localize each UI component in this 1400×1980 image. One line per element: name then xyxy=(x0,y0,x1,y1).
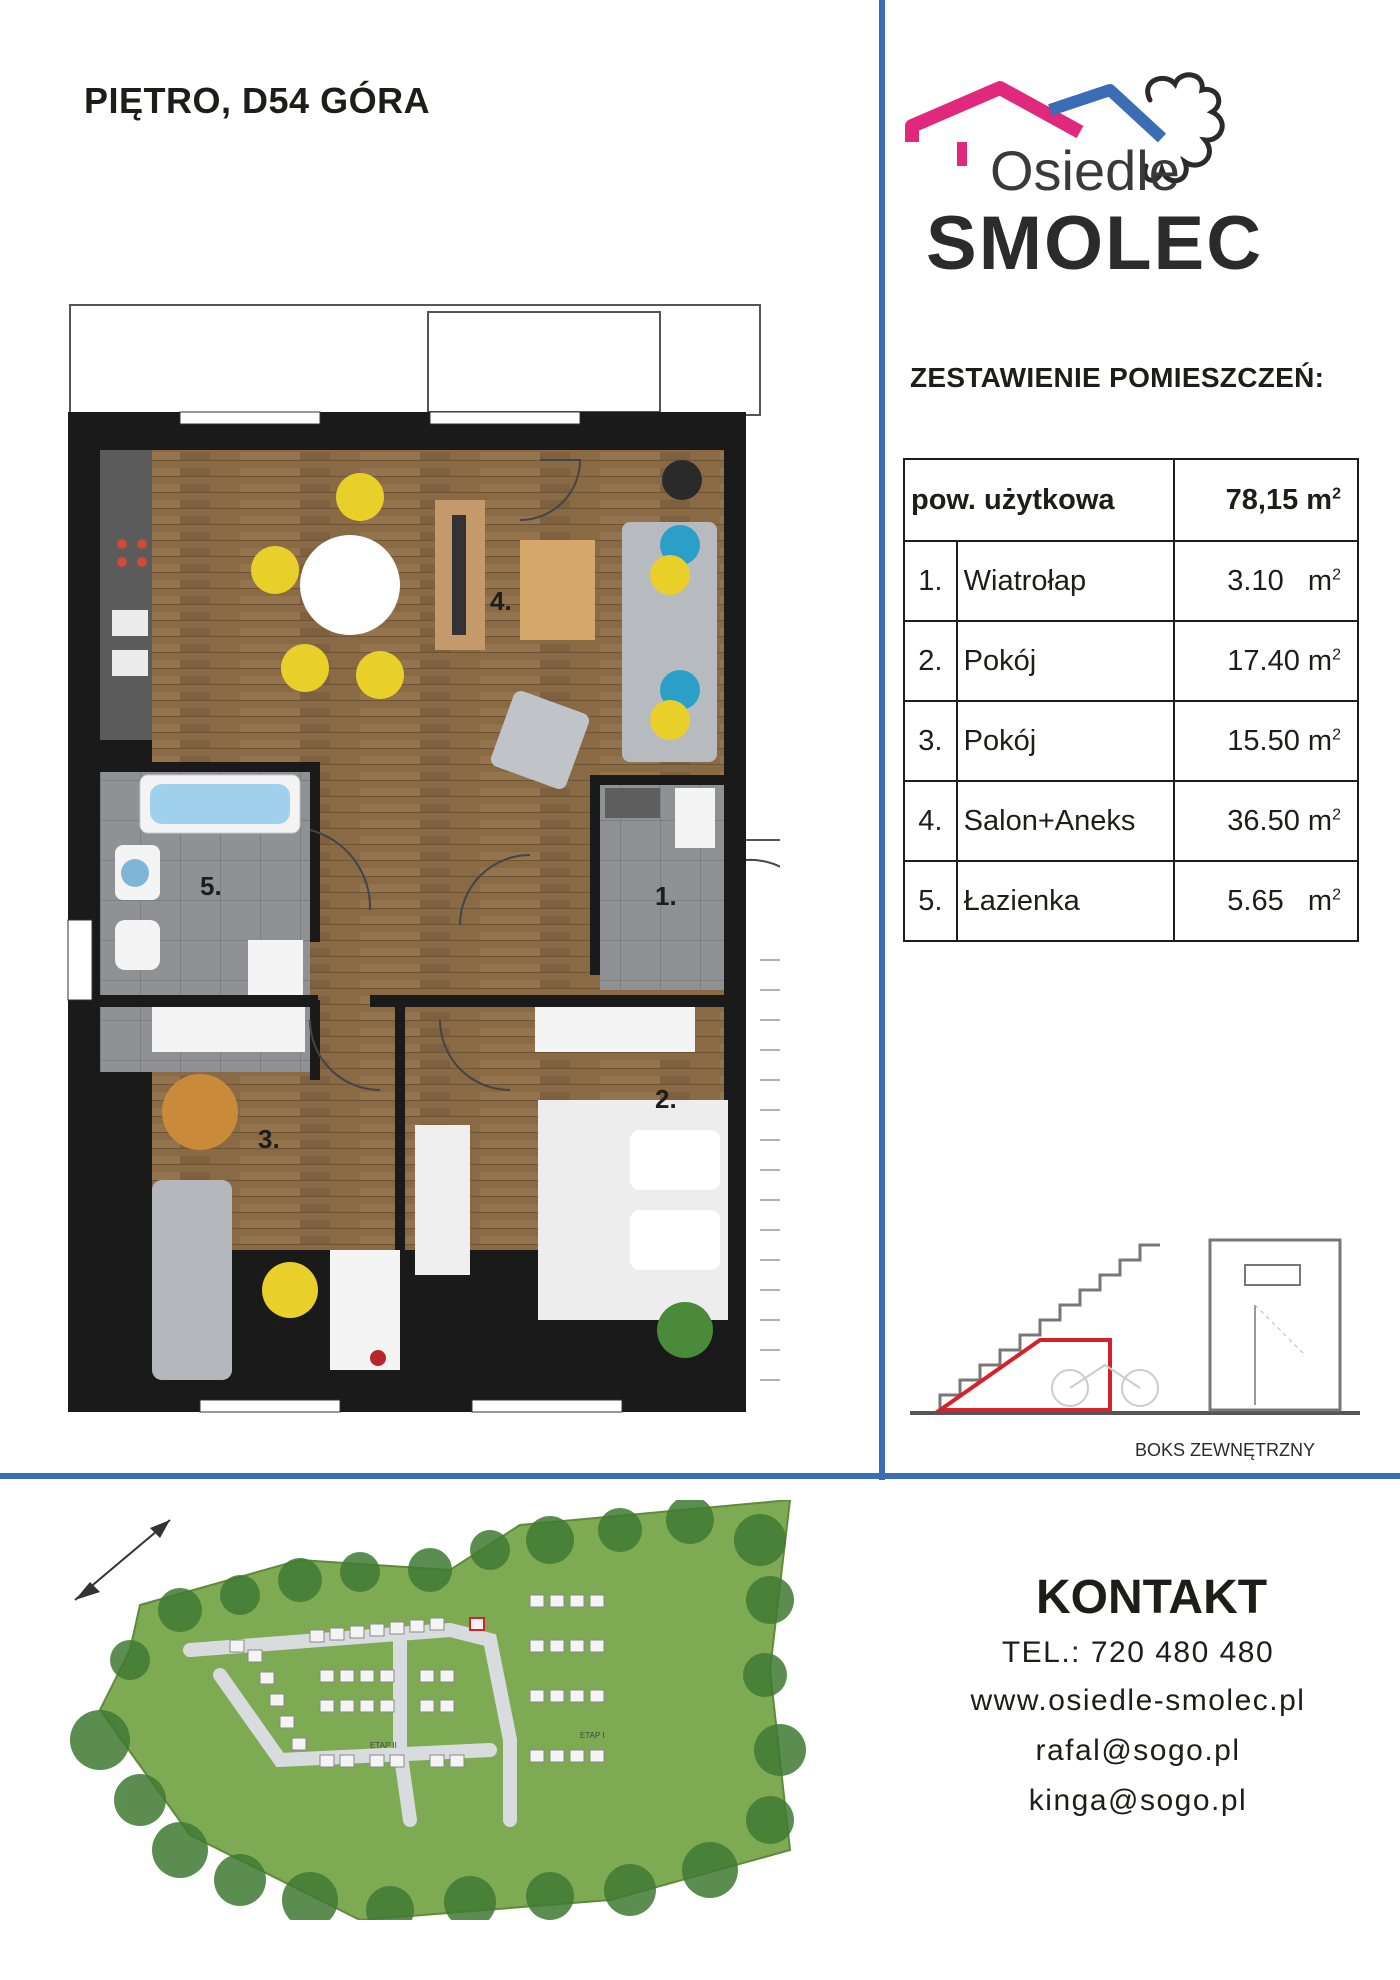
room-number: 5. xyxy=(904,861,957,941)
total-area-row xyxy=(904,459,1358,541)
kitchen-counter xyxy=(100,450,152,740)
room-name: Łazienka xyxy=(957,861,1174,941)
vertical-divider xyxy=(879,0,885,1480)
room-label-2: 2. xyxy=(655,1084,677,1114)
contact-email-rafal[interactable]: rafal@sogo.pl xyxy=(1035,1734,1241,1767)
total-area-label: pow. użytkowa xyxy=(904,459,1174,541)
room-name: Pokój xyxy=(957,701,1174,781)
stage-label-2: ETAP II xyxy=(370,1741,397,1750)
balcony-outline xyxy=(70,305,760,415)
contact-title: KONTAKT xyxy=(1036,1571,1268,1624)
room-number: 3. xyxy=(904,701,957,781)
room-number: 1. xyxy=(904,541,957,621)
rooms-table xyxy=(903,458,1359,942)
table-row xyxy=(904,781,1358,861)
room-area: 17.40 $m^2$ xyxy=(1174,621,1358,701)
room-name: Pokój xyxy=(957,621,1174,701)
table-row xyxy=(904,701,1358,781)
exterior-stairs xyxy=(760,960,780,1380)
contact-email-kinga[interactable]: kinga@sogo.pl xyxy=(1028,1784,1248,1817)
room-name: Wiatrołap xyxy=(957,541,1174,621)
total-area-value: 78,15 $m^2$ xyxy=(1174,459,1358,541)
toilet xyxy=(115,920,160,970)
room-name: Salon+Aneks xyxy=(957,781,1174,861)
room-area: 3.10 $m^2$ xyxy=(1174,541,1358,621)
floor-plan xyxy=(60,300,780,1440)
north-arrow-icon xyxy=(75,1520,170,1600)
room-label-4: 4. xyxy=(490,586,512,616)
sofa xyxy=(152,1180,232,1380)
page-title: PIĘTRO, D54 GÓRA xyxy=(84,80,431,121)
room-area: 5.65 $m^2$ xyxy=(1174,861,1358,941)
stage-label-1: ETAP I xyxy=(580,1731,605,1740)
contact-website-link[interactable]: www.osiedle-smolec.pl xyxy=(970,1684,1306,1717)
contact-phone[interactable]: TEL.: 720 480 480 xyxy=(1001,1636,1275,1669)
room-area: 36.50 $m^2$ xyxy=(1174,781,1358,861)
logo-text-smolec: SMOLEC xyxy=(926,201,1264,286)
desk xyxy=(330,1250,400,1370)
external-box-diagram xyxy=(910,1225,1370,1465)
room-label-5: 5. xyxy=(200,871,222,901)
horizontal-divider xyxy=(0,1473,1400,1479)
room-label-1: 1. xyxy=(655,881,677,911)
room-label-3: 3. xyxy=(258,1124,280,1154)
room-number: 2. xyxy=(904,621,957,701)
room-area: 15.50 $m^2$ xyxy=(1174,701,1358,781)
dining-table xyxy=(300,535,400,635)
room-number: 4. xyxy=(904,781,957,861)
external-box-caption: BOKS ZEWNĘTRZNY xyxy=(1135,1440,1316,1460)
table-row xyxy=(904,621,1358,701)
logo-text-osiedle: Osiedle xyxy=(990,139,1180,202)
plant xyxy=(657,1302,713,1358)
table-row xyxy=(904,861,1358,941)
table-row xyxy=(904,541,1358,621)
coffee-table xyxy=(520,540,595,640)
side-table xyxy=(162,1074,238,1150)
rooms-summary-title: ZESTAWIENIE POMIESZCZEŃ: xyxy=(910,362,1325,393)
